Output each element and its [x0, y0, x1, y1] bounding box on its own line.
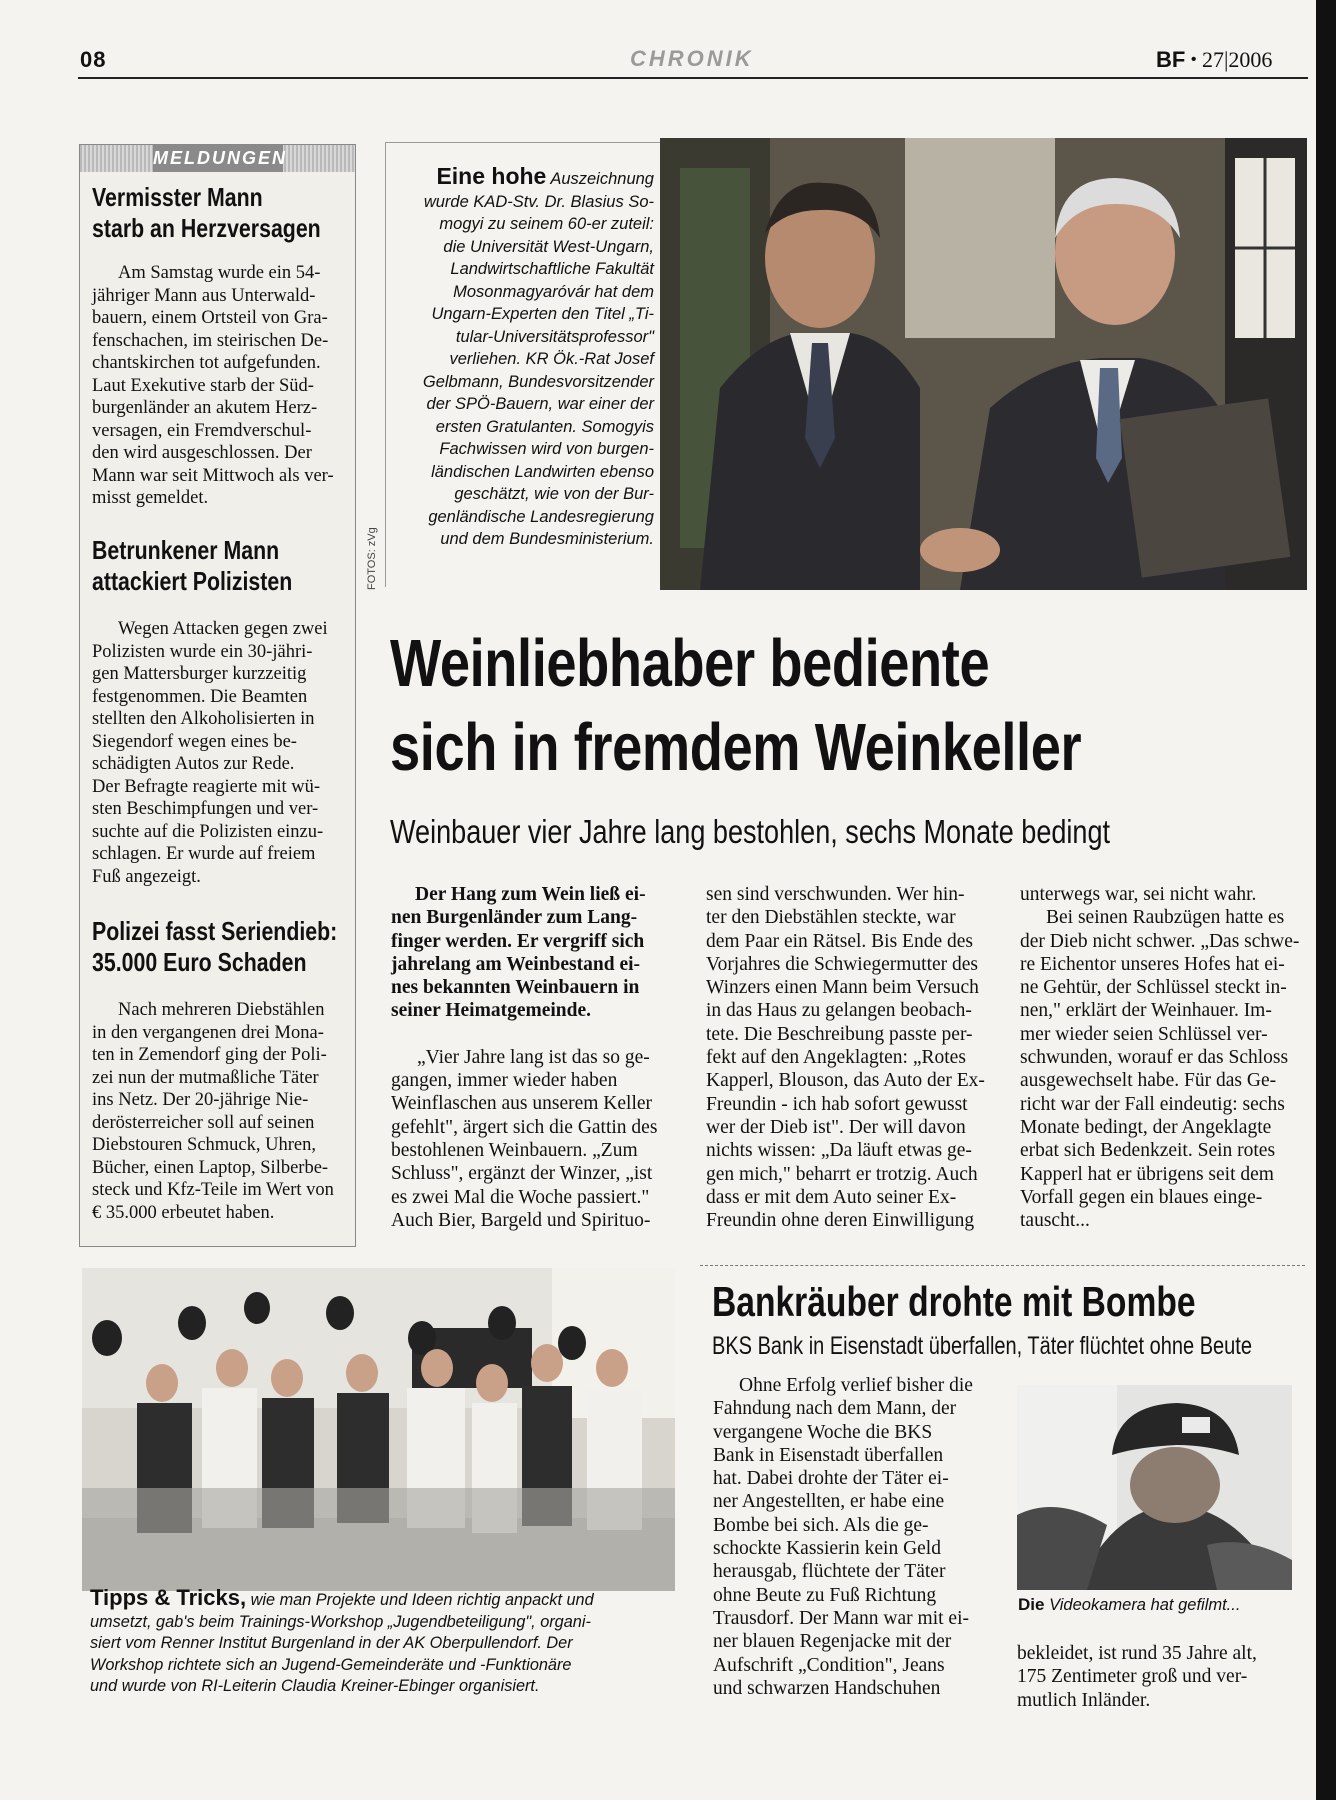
top-caption: Eine hohe Auszeichnung wurde KAD-Stv. Dr. Blasius So- mogyi zu seinem 60-er zuteil: die Universität West-Ungarn, Landwirtschaftliche Fakultät Mosonmagyaróvár hat dem Ungarn-Experten den Titel „Ti- tular-Universitätsprofessor" verliehen. KR Ök.-Rat Josef Gelbmann, Bundesvorsitzender der SPÖ-Bauern, war einer der ersten Gratulanten. Somogyis Fachwissen wird von burgen- ländischen Landwirten ebenso geschätzt, wie von der Bur- genländische Landesregierung und dem Bundesministerium.: [422, 163, 654, 548]
sidebar-item-1: [92, 182, 352, 244]
section-title: CHRONIK: [630, 46, 754, 71]
header-rule: [78, 77, 1308, 79]
article-body: „Vier Jahre lang ist das so ge- gangen, immer wieder haben Weinflaschen aus unserem Keller gefehlt", ärgert sich die Gattin des bestohlenen Weinbauern. „Zum Schluss", ergänzt der Winzer, „ist es zwei Mal die Woche passiert." Auch Bier, Bargeld und Spirituo-: [391, 1046, 658, 1231]
surveillance-caption-lead: Die: [1018, 1595, 1045, 1614]
article-lead: Der Hang zum Wein ließ ei-: [415, 884, 646, 905]
sidebar-body-3: Nach mehreren Diebstählen in den vergangenen drei Mona- ten in Zemendorf ging der Poli- zei nun der mutmaßliche Täter ins Netz. Der 20-jährige Nie- derösterreicher soll auf seinen Diebstouren Schmuck, Uhren, Bücher, einen Laptop, Silberbe- steck und Kfz-Teile im Wert von € 35.000 erbeutet haben.: [92, 1000, 334, 1223]
paper-name: BF: [1156, 47, 1186, 72]
sidebar-tag-label: MELDUNGEN: [153, 145, 283, 172]
caption-frame: [385, 142, 662, 587]
page-number: 08: [80, 47, 107, 72]
bank-subheadline: BKS Bank in Eisenstadt überfallen, Täter flüchtet ohne Beute: [712, 1332, 1252, 1360]
sidebar-tag: [80, 145, 355, 172]
sidebar-item-2: [92, 535, 352, 597]
award-photo: [660, 138, 1307, 590]
sidebar-body-1: Am Samstag wurde ein 54- jähriger Mann aus Unterwald- bauern, einem Ortsteil von Gra- fenschachen, im steirischen De- chantskirchen tot aufgefunden. Laut Exekutive starb der Süd- burgenländer an akutem Herz- versagen, ein Fremdverschul- den wird ausgeschlossen. Der Mann war seit Mittwoch als ver- misst gemeldet.: [92, 263, 334, 508]
surveillance-caption: Die Videokamera hat gefilmt...: [1018, 1595, 1241, 1614]
sidebar-headline: Vermisster Mann starb an Herzversagen: [92, 182, 321, 243]
bank-col-1: Ohne Erfolg verlief bisher die Fahndung nach dem Mann, der vergangene Woche die BKS Bank in Eisenstadt überfallen hat. Dabei drohte der Täter ei- ner Angestellten, er habe eine Bombe bei sich. Als die ge- schockte Kassierin kein Geld herausgab, flüchtete der Täter ohne Beute zu Fuß Richtung Trausdorf. Der Mann war mit ei- ner blauen Regenjacke mit der Aufschrift „Condition", Jeans und schwarzen Handschuhen: [713, 1375, 973, 1699]
scan-edge: [1316, 0, 1336, 1800]
main-headline: Weinliebhaber bediente sich in fremdem Weinkeller: [390, 626, 1082, 785]
sidebar-headline: Polizei fasst Seriendieb: 35.000 Euro Schaden: [92, 916, 338, 977]
sidebar-item-3: [92, 916, 352, 978]
main-col-3: unterwegs war, sei nicht wahr. Bei seinen Raubzügen hatte es der Dieb nicht schwer. „Das schwe- re Eichentor unseres Hofes hat ei- ne Gehtür, der Schlüssel steckt in- nen," erklärt der Weinhauer. Im- mer wieder seien Schlüssel ver- schwunden, worauf er das Schloss ausgewechselt habe. Für das Ge- richt war der Fall eindeutig: sechs Monate bedingt, der Angeklagte erbat sich Bedenkzeit. Sein rotes Kapperl hat er übrigens seit dem Vorfall gegen ein blaues einge- tauscht...: [1020, 884, 1300, 1232]
masthead-issue: [1156, 47, 1272, 73]
workshop-photo: [82, 1268, 675, 1591]
issue-number: 27|2006: [1201, 47, 1273, 72]
award-photo-image: [660, 138, 1307, 590]
surveillance-photo: [1017, 1385, 1292, 1590]
main-subheadline: Weinbauer vier Jahre lang bestohlen, sechs Monate bedingt: [390, 813, 1111, 850]
caption-lead: Eine hohe: [436, 163, 547, 189]
separator-dot: •: [1190, 51, 1197, 68]
bank-col-2: bekleidet, ist rund 35 Jahre alt, 175 Zentimeter groß und ver- mutlich Inländer.: [1017, 1643, 1257, 1711]
workshop-caption-lead: Tipps & Tricks,: [90, 1585, 247, 1610]
sidebar-body-2: Wegen Attacken gegen zwei Polizisten wurde ein 30-jähri- gen Mattersburger kurzzeitig festgenommen. Die Beamten stellten den Alkoholisierten in Siegendorf wegen eines be- schädigten Autos zur Rede. Der Befragte reagierte mit wü- sten Beschimpfungen und ver- suchte auf die Polizisten einzu- schlagen. Er wurde auf freiem Fuß angezeigt.: [92, 619, 328, 887]
main-col-2: sen sind verschwunden. Wer hin- ter den Diebstählen steckte, war dem Paar ein Rätsel. Bis Ende des Vorjahres die Schwiegermutter des Winzers einen Mann beim Versuch in das Haus zu gelangen beobach- tete. Die Beschreibung passte per- fekt auf den Angeklagten: „Rotes Kapperl, Blouson, das Auto der Ex- Freundin - ich hab sofort gewusst wer der Dieb ist". Der will davon nichts wissen: „Da läuft etwas ge- gen mich," beharrt er trotzig. Auch dass er mit dem Auto seiner Ex- Freundin ohne deren Einwilligung: [706, 884, 985, 1232]
workshop-photo-image: [82, 1268, 675, 1591]
article-lead-rest: nen Burgenländer zum Lang- finger werden. Er vergriff sich jahrelang am Weinbestand ei- nes bekannten Weinbauern in seiner Heimatgemeinde.: [391, 907, 645, 1022]
bank-divider: [700, 1265, 1305, 1266]
photo-credit: FOTOS: zVg: [366, 527, 378, 590]
surveillance-photo-image: [1017, 1385, 1292, 1590]
main-col-1: [391, 883, 665, 1232]
sidebar-headline: Betrunkener Mann attackiert Polizisten: [92, 535, 293, 596]
workshop-caption: Tipps & Tricks, wie man Projekte und Ideen richtig anpackt und umsetzt, gab's beim Trainings-Workshop „Jugendbeteiligung", organi- siert vom Renner Institut Burgenland in der AK Oberpullendorf. Der Workshop richtete sich an Jugend-Gemeinderäte und -Funktionäre und wurde von RI-Leiterin Claudia Kreiner-Ebinger organisiert.: [90, 1585, 594, 1695]
bank-headline: Bankräuber drohte mit Bombe: [712, 1278, 1196, 1325]
